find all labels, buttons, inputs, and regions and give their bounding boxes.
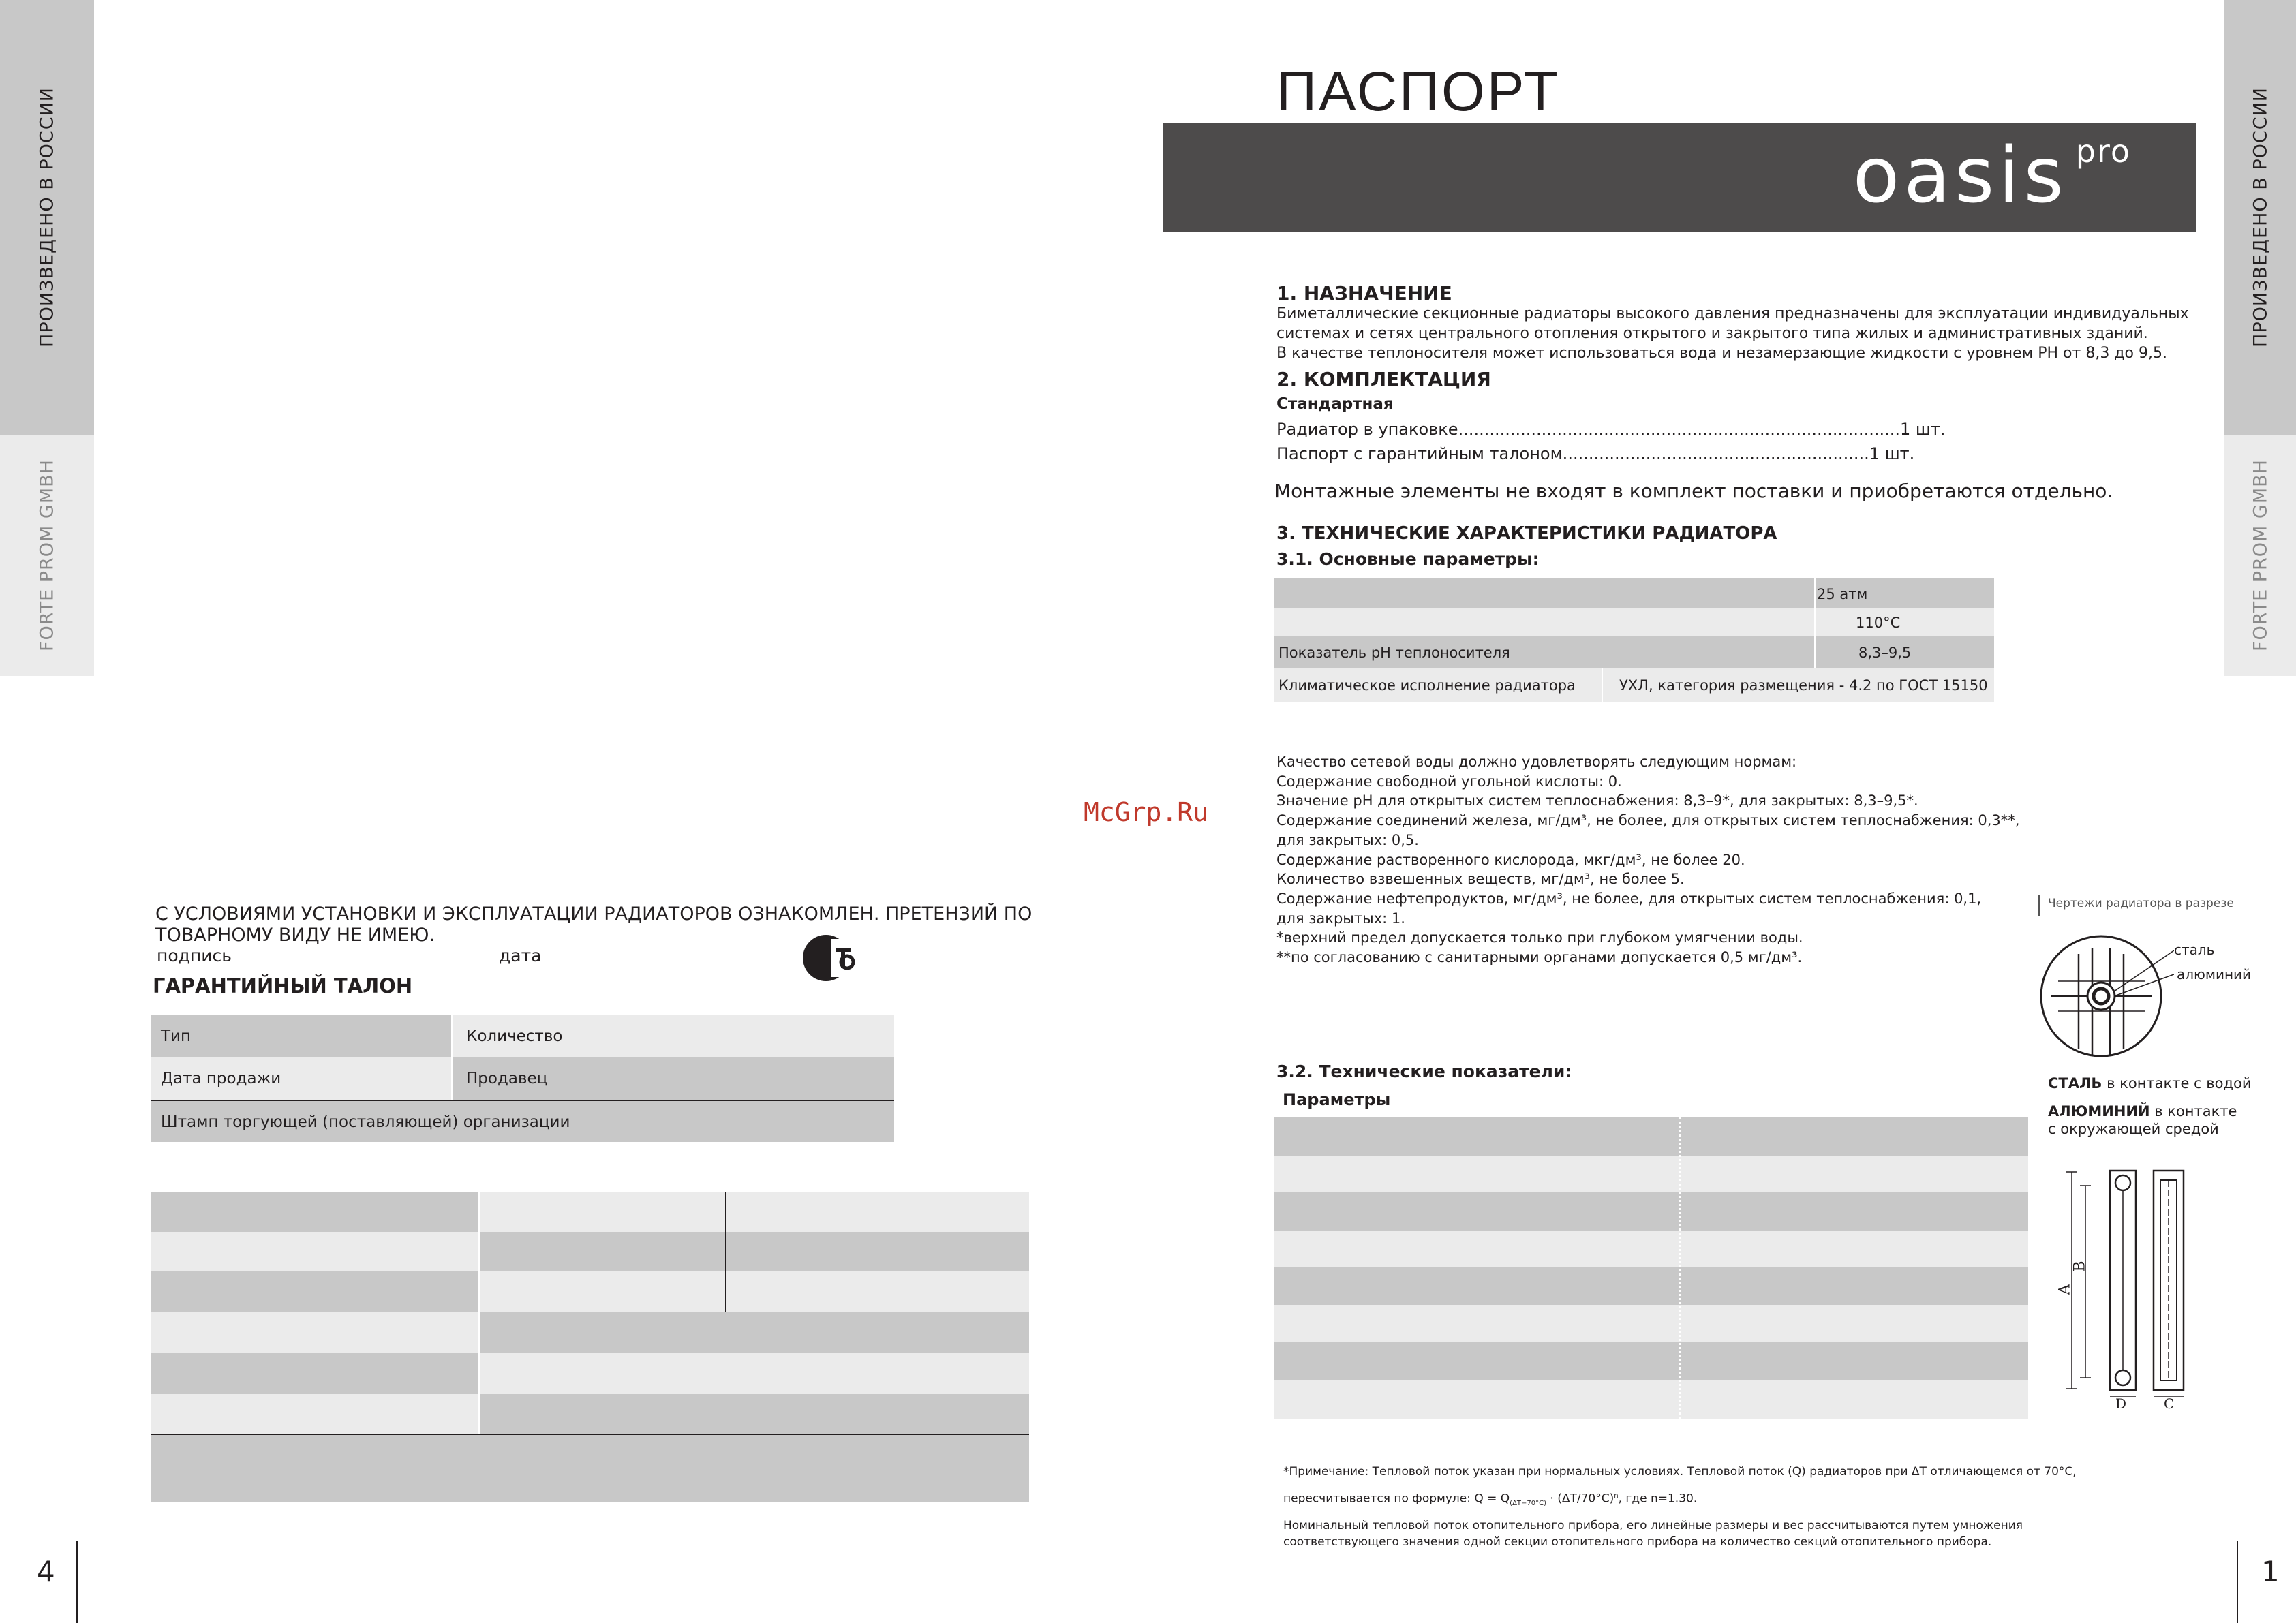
consent-line: ТОВАРНОМУ ВИДУ НЕ ИМЕЮ. <box>155 925 435 946</box>
form-cell[interactable] <box>453 1057 894 1100</box>
stamp-label: Штамп торгующей (поставляющей) организации <box>161 1113 570 1131</box>
table-cell <box>151 1394 478 1434</box>
table-row <box>1274 608 1994 636</box>
dim-label-c: C <box>2164 1395 2175 1412</box>
form-cell <box>151 1057 451 1100</box>
table-row <box>1274 1380 2028 1419</box>
page-divider-left <box>76 1541 78 1623</box>
formula-part: , где n=1.30. <box>1618 1491 1698 1506</box>
aluminum-contact-line <box>2048 1102 2237 1120</box>
dim-label-a: A <box>2056 1284 2074 1295</box>
eac-mark-icon <box>801 933 856 983</box>
table-row <box>1274 1156 2028 1192</box>
text-line: **по согласованию с санитарными органами допускается 0,5 мг/дм³. <box>1276 949 1803 966</box>
table-row <box>1274 578 1994 608</box>
table-row <box>1274 1117 2028 1156</box>
table-row <box>1274 1231 2028 1267</box>
steel-contact-text: в контакте с водой <box>2102 1075 2252 1092</box>
table-cell[interactable] <box>480 1394 1029 1434</box>
warranty-form <box>151 1015 894 1145</box>
table-cell <box>151 1353 478 1394</box>
form-cell <box>151 1015 451 1057</box>
param-value: 25 атм <box>1817 586 1868 602</box>
param-value: 110°С <box>1856 615 1901 631</box>
table-cell <box>151 1192 478 1232</box>
date-label: дата <box>499 946 542 965</box>
table-cell[interactable] <box>480 1271 1029 1312</box>
formula-part: · (ΔT/70°C) <box>1546 1491 1614 1506</box>
kit-note: Монтажные элементы не входят в комплект поставки и приобретаются отдельно. <box>1274 480 2113 502</box>
page-number-left: 4 <box>37 1555 55 1588</box>
section-3-1-heading: 3.1. Основные параметры: <box>1276 549 1540 569</box>
aluminum-label: алюминий <box>2177 966 2252 983</box>
text-line: Содержание соединений железа, мг/дм³, не более, для открытых систем теплоснабжения: 0,3**, <box>1276 812 2020 829</box>
made-in-russia-label: ПРОИЗВЕДЕНО В РОССИИ <box>2250 87 2271 347</box>
water-quality-text <box>1276 752 2019 968</box>
text-line: Биметаллические секционные радиаторы высокого давления предназначены для эксплуатации индивидуальных <box>1276 305 2189 322</box>
quantity-label: Количество <box>466 1027 563 1045</box>
section-1-heading: 1. НАЗНАЧЕНИЕ <box>1276 282 1452 305</box>
section-3-2-heading: 3.2. Технические показатели: <box>1276 1062 1572 1081</box>
left-side-bar-bottom <box>0 435 94 676</box>
column-divider <box>1814 578 1816 668</box>
section-1-text <box>1276 304 2189 363</box>
type-label: Тип <box>161 1027 192 1045</box>
text-line: В качестве теплоносителя может использоваться вода и незамерзающие жидкости с уровнем PH от 8,3 до 9,5. <box>1276 345 2167 362</box>
footnote <box>1283 1464 2077 1550</box>
aluminum-contact-note <box>2048 1102 2237 1138</box>
logo-sup: pro <box>2075 132 2131 170</box>
form-cell[interactable] <box>151 1101 894 1142</box>
table-cell[interactable] <box>480 1192 1029 1232</box>
consent-line: С УСЛОВИЯМИ УСТАНОВКИ И ЭКСПЛУАТАЦИИ РАДИАТОРОВ ОЗНАКОМЛЕН. ПРЕТЕНЗИЙ ПО <box>155 903 1032 925</box>
footnote-formula <box>1283 1488 2077 1512</box>
consent-text <box>155 903 1032 946</box>
table-cell <box>151 1312 478 1353</box>
table-row <box>1274 1342 2028 1380</box>
oasis-pro-logo <box>1852 132 2131 220</box>
steel-bold: СТАЛЬ <box>2048 1075 2102 1092</box>
aluminum-core <box>2094 989 2109 1004</box>
caption-bar <box>2038 895 2040 916</box>
aluminum-contact-line-2: с окружающей средой <box>2048 1121 2219 1137</box>
kit-item: Радиатор в упаковке.....................................................................................1 шт. <box>1276 420 1946 439</box>
made-in-russia-label: ПРОИЗВЕДЕНО В РОССИИ <box>36 87 58 347</box>
table-row <box>1274 668 1994 702</box>
logo-text: oasis <box>1852 132 2068 220</box>
text-line: для закрытых: 1. <box>1276 910 1405 927</box>
params-header: Параметры <box>1283 1090 1391 1109</box>
left-side-bar-top <box>0 0 94 435</box>
bottom-port <box>2115 1370 2130 1385</box>
column-divider <box>725 1192 726 1312</box>
param-label: Климатическое исполнение радиатора <box>1279 677 1576 694</box>
table-cell <box>151 1271 478 1312</box>
table-cell[interactable] <box>480 1232 1029 1271</box>
cross-section-drawing <box>2038 933 2174 1070</box>
warranty-title: ГАРАНТИЙНЫЙ ТАЛОН <box>153 974 413 998</box>
table-cell[interactable] <box>480 1312 1029 1353</box>
dim-label-d: D <box>2115 1395 2127 1412</box>
kit-item: Паспорт с гарантийным талоном...........................................................1 шт. <box>1276 444 1915 463</box>
table-row <box>1274 1267 2028 1305</box>
text-line: Качество сетевой воды должно удовлетворять следующим нормам: <box>1276 754 1797 770</box>
sale-date-label: Дата продажи <box>161 1070 281 1087</box>
top-port <box>2115 1175 2130 1190</box>
text-line: Значение pH для открытых систем теплоснабжения: 8,3–9*, для закрытых: 8,3–9,5*. <box>1276 792 1918 809</box>
table-cell <box>151 1232 478 1271</box>
footnote-line: Номинальный тепловой поток отопительного прибора, его линейные размеры и вес рассчитываются путем умножения <box>1283 1519 2023 1533</box>
footnote-line: соответствующего значения одной секции отопительного прибора на количество секций отопительного прибора. <box>1283 1535 1992 1549</box>
right-side-bar-top <box>2224 0 2296 435</box>
column-divider <box>1602 668 1603 702</box>
page-divider-right <box>2237 1541 2238 1623</box>
steel-contact-note <box>2048 1075 2252 1092</box>
watermark: McGrp.Ru <box>1084 797 1209 827</box>
table-cell-wide[interactable] <box>151 1435 1029 1502</box>
section-2-subheading: Стандартная <box>1276 395 1394 413</box>
aluminum-contact-text: в контакте <box>2149 1103 2237 1119</box>
text-line: Количество взвешенных веществ, мг/дм³, не более 5. <box>1276 871 1685 888</box>
table-row <box>1274 1305 2028 1342</box>
param-value: УХЛ, категория размещения - 4.2 по ГОСТ 15150 <box>1619 677 1988 694</box>
table-cell[interactable] <box>480 1353 1029 1394</box>
formula-sub: (ΔT=70°C) <box>1510 1500 1547 1508</box>
steel-label: сталь <box>2174 942 2215 958</box>
page-title: ПАСПОРТ <box>1276 61 1560 123</box>
text-line: Содержание растворенного кислорода, мкг/дм³, не более 20. <box>1276 851 1745 868</box>
radiator-side-drawing <box>2058 1158 2194 1417</box>
dim-label-b: B <box>2071 1261 2089 1272</box>
section-3-heading: 3. ТЕХНИЧЕСКИЕ ХАРАКТЕРИСТИКИ РАДИАТОРА <box>1276 523 1777 544</box>
param-value: 8,3–9,5 <box>1858 645 1912 661</box>
aluminum-bold: АЛЮМИНИЙ <box>2048 1103 2150 1119</box>
service-records-table <box>151 1192 1029 1502</box>
formula-sup: n <box>1614 1492 1619 1500</box>
tech-specs-table <box>1274 1117 2028 1419</box>
form-cell[interactable] <box>453 1015 894 1057</box>
footnote-line: *Примечание: Тепловой поток указан при нормальных условиях. Тепловой поток (Q) радиаторов при ΔT отличающемся от 70°С, <box>1283 1465 2077 1479</box>
text-line: для закрытых: 0,5. <box>1276 831 1419 848</box>
text-line: Содержание нефтепродуктов, мг/дм³, не более, для открытых систем теплоснабжения: 0,1, <box>1276 890 1982 907</box>
formula-part: пересчитывается по формуле: Q = Q <box>1283 1491 1510 1506</box>
table-row <box>1274 636 1994 668</box>
text-line: Содержание свободной угольной кислоты: 0. <box>1276 773 1622 790</box>
company-label: FORTE PROM GMBH <box>2250 459 2271 651</box>
seller-label: Продавец <box>466 1070 548 1087</box>
signature-label: подпись <box>157 946 232 965</box>
column-divider <box>1679 1117 1681 1419</box>
brand-banner <box>1163 123 2196 232</box>
company-label: FORTE PROM GMBH <box>36 459 58 651</box>
table-row <box>1274 1192 2028 1231</box>
section-2-heading: 2. КОМПЛЕКТАЦИЯ <box>1276 368 1491 390</box>
text-line: системах и сетях центрального отопления открытого и закрытого типа жилых и административных зданий. <box>1276 325 2148 342</box>
text-line: *верхний предел допускается только при глубоком умягчении воды. <box>1276 929 1803 946</box>
right-side-bar-bottom <box>2224 435 2296 676</box>
param-label: Показатель рН теплоносителя <box>1279 645 1510 661</box>
page-number-right: 1 <box>2261 1555 2280 1588</box>
drawing-caption: Чертежи радиатора в разрезе <box>2048 897 2234 910</box>
